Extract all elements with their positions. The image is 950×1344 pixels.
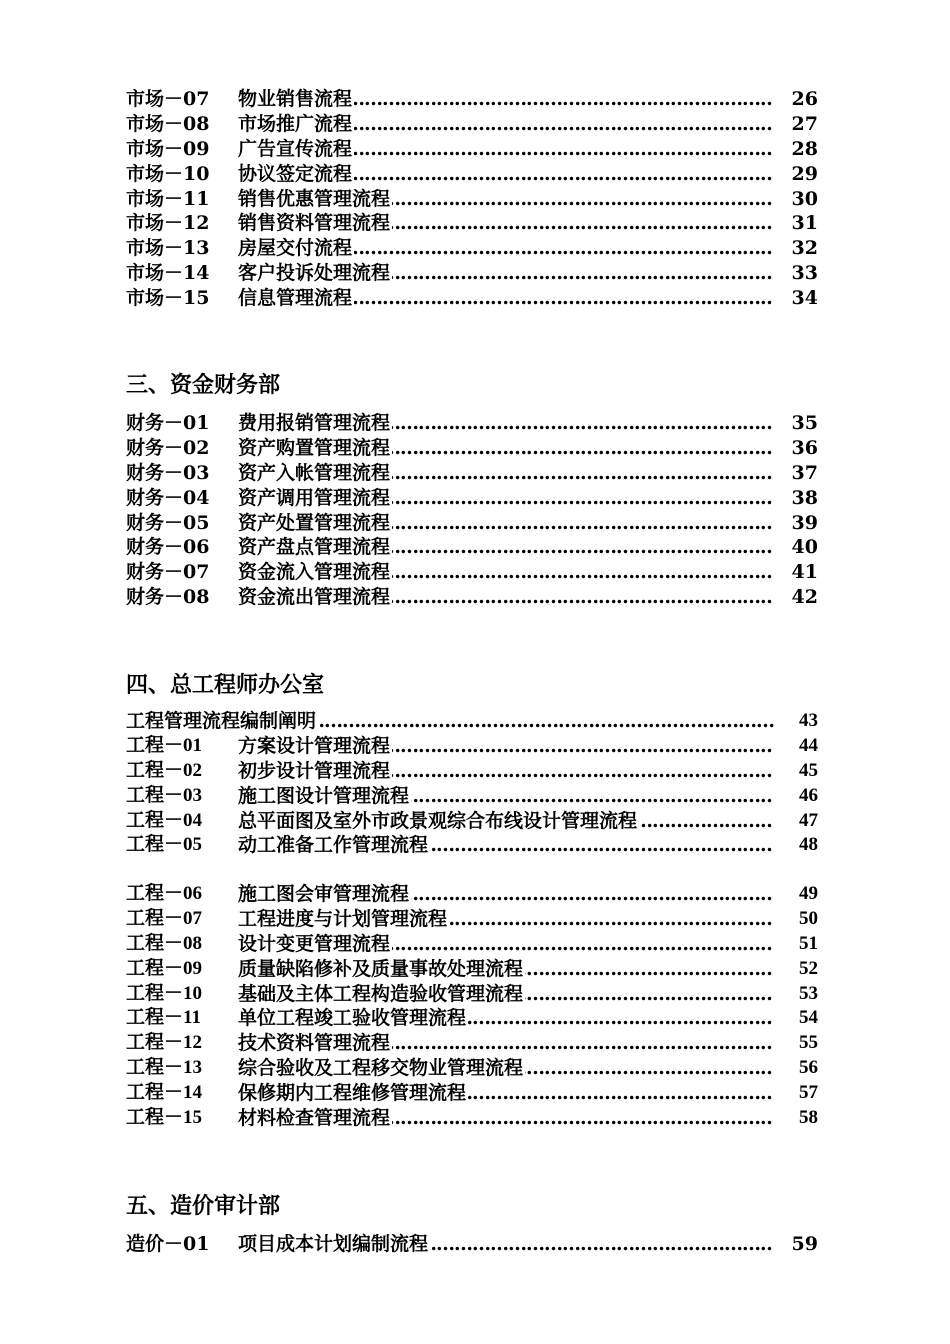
- toc-entry-title-leader: [238, 461, 774, 486]
- toc-entry-code: 财务－03: [126, 461, 210, 484]
- toc-entry-code: 工程－11: [126, 1007, 201, 1029]
- toc-entry-code: 财务－07: [126, 561, 210, 584]
- toc-entry-title-leader: [238, 932, 774, 957]
- toc-entry-code: 工程－01: [126, 734, 203, 756]
- toc-entry-title: 施工图会审管理流程: [238, 883, 410, 905]
- toc-entry-title: 市场推广流程: [238, 112, 353, 135]
- toc-entry-title: 基础及主体工程构造验收管理流程: [238, 982, 524, 1005]
- toc-entry-title: 初步设计管理流程: [238, 759, 391, 782]
- toc-entry-page-number: 58: [798, 1106, 818, 1131]
- toc-entry: [126, 137, 818, 162]
- toc-entry-code: 财务－04: [126, 486, 210, 509]
- toc-entry: [126, 187, 818, 212]
- toc-entry-title-leader: [238, 112, 774, 137]
- toc-entry-page-number: 51: [798, 932, 818, 957]
- toc-entry-page-number: 56: [798, 1056, 818, 1081]
- toc-entry: [126, 759, 818, 784]
- toc-entry-code: 市场－11: [126, 187, 210, 210]
- toc-entry: [126, 87, 818, 112]
- toc-entry-title: 信息管理流程: [238, 287, 353, 310]
- toc-entry: [126, 809, 818, 834]
- toc-entry-title-leader: [238, 1006, 774, 1031]
- toc-entry-title: 协议签定流程: [238, 162, 353, 185]
- toc-entry: [126, 535, 818, 560]
- toc-entry-title: 资金流出管理流程: [238, 586, 391, 609]
- toc-entry-title: 总平面图及室外市政景观综合布线设计管理流程: [238, 809, 638, 832]
- toc-entry-page-number: 34: [791, 287, 818, 310]
- toc-entry-code: 财务－01: [126, 412, 210, 434]
- toc-entry-title-leader: [238, 882, 774, 907]
- toc-entry: [126, 1106, 818, 1131]
- toc-entry: [126, 560, 818, 585]
- toc-entry-title-leader: [238, 585, 774, 610]
- toc-entry-title-leader: [238, 1081, 774, 1106]
- toc-entry-title-leader: [238, 1232, 774, 1257]
- toc-entry-title-leader: [238, 137, 774, 162]
- toc-entry: [126, 709, 818, 734]
- toc-entry-title-leader: [238, 833, 774, 858]
- toc-entry-title-leader: [238, 411, 774, 436]
- toc-entry-page-number: 48: [798, 833, 818, 858]
- toc-entry-code: 工程－04: [126, 809, 203, 831]
- toc-entry-title: 销售优惠管理流程: [238, 187, 391, 210]
- toc-entry-code: 工程－14: [126, 1082, 203, 1104]
- toc-entry-page-number: 29: [791, 162, 818, 185]
- toc-entry-page-number: 38: [791, 486, 818, 509]
- toc-block-finance: [126, 411, 818, 610]
- toc-entry-code: 市场－14: [126, 262, 210, 285]
- toc-entry-code: 造价－01: [126, 1233, 210, 1255]
- toc-entry: [126, 1006, 818, 1031]
- toc-entry-title-leader: [238, 486, 774, 511]
- toc-entry-title-leader: [238, 436, 774, 461]
- toc-entry-code: 工程－13: [126, 1057, 203, 1079]
- toc-entry-code: 市场－12: [126, 212, 210, 235]
- toc-entry-title: 资产处置管理流程: [238, 511, 391, 534]
- toc-entry-title: 单位工程竣工验收管理流程: [238, 1007, 467, 1030]
- toc-entry-page-number: 26: [791, 88, 818, 110]
- toc-entry: [126, 1031, 818, 1056]
- toc-entry-code: 工程－15: [126, 1107, 203, 1129]
- toc-entry-title: 销售资料管理流程: [238, 212, 391, 235]
- toc-entry: [126, 907, 818, 932]
- toc-entry: [126, 511, 818, 536]
- toc-entry-title: 客户投诉处理流程: [238, 262, 391, 285]
- toc-entry-page-number: 50: [798, 907, 818, 932]
- toc-entry: [126, 162, 818, 187]
- toc-entry: [126, 461, 818, 486]
- toc-entry-code: 市场－07: [126, 88, 210, 110]
- toc-entry-code: 市场－15: [126, 287, 210, 310]
- toc-entry-title: 工程管理流程编制阐明: [126, 710, 317, 732]
- toc-entry-page-number: 30: [791, 187, 818, 210]
- toc-entry-title: 广告宣传流程: [238, 137, 353, 160]
- toc-entry-title: 资金流入管理流程: [238, 561, 391, 584]
- toc-entry-title: 动工准备工作管理流程: [238, 834, 429, 857]
- toc-entry-page-number: 31: [791, 212, 818, 235]
- toc-entry-title: 物业销售流程: [238, 88, 353, 110]
- toc-entry-page-number: 35: [791, 412, 818, 434]
- toc-entry-page-number: 36: [791, 436, 818, 459]
- toc-entry-code: 财务－08: [126, 586, 210, 609]
- toc-entry-title: 工程进度与计划管理流程: [238, 907, 448, 930]
- toc-entry-code: 工程－03: [126, 784, 203, 806]
- toc-entry-page-number: 44: [798, 734, 818, 759]
- toc-entry-code: 工程－06: [126, 883, 203, 904]
- toc-entry-title: 质量缺陷修补及质量事故处理流程: [238, 957, 524, 980]
- toc-entry-page-number: 40: [791, 536, 818, 559]
- toc-entry-page-number: 27: [791, 112, 818, 135]
- toc-block-engineering-2: [126, 882, 818, 1131]
- toc-entry-code: 市场－10: [126, 162, 210, 185]
- toc-entry-title: 资产调用管理流程: [238, 486, 391, 509]
- toc-entry-code: 财务－06: [126, 536, 210, 559]
- toc-entry: [126, 833, 818, 858]
- toc-entry-code: 工程－10: [126, 982, 203, 1004]
- toc-entry-title: 施工图设计管理流程: [238, 784, 410, 807]
- toc-entry-page-number: 49: [798, 882, 818, 907]
- toc-entry-title-leader: [238, 759, 774, 784]
- toc-entry: [126, 236, 818, 261]
- toc-entry-title: 资产入帐管理流程: [238, 461, 391, 484]
- toc-entry-title: 设计变更管理流程: [238, 932, 391, 955]
- toc-entry-page-number: 39: [791, 511, 818, 534]
- toc-entry-title-leader: [238, 982, 774, 1007]
- toc-entry-code: 市场－09: [126, 137, 210, 160]
- toc-entry-page-number: 37: [791, 461, 818, 484]
- toc-entry-page-number: 52: [798, 957, 818, 982]
- toc-entry-code: 市场－08: [126, 112, 210, 135]
- toc-entry-title-leader: [238, 87, 774, 112]
- toc-entry-code: 财务－05: [126, 511, 210, 534]
- section-heading-finance: 三、资金财务部: [126, 372, 281, 398]
- section-heading-engineering: 四、总工程师办公室: [126, 672, 325, 698]
- toc-entry-page-number: 53: [798, 982, 818, 1007]
- toc-entry-title: 费用报销管理流程: [238, 412, 391, 434]
- toc-entry: [126, 585, 818, 610]
- toc-entry-page-number: 32: [791, 237, 818, 260]
- toc-entry-title: 房屋交付流程: [238, 237, 353, 260]
- toc-entry: [126, 486, 818, 511]
- toc-entry-page-number: 55: [798, 1031, 818, 1056]
- toc-entry: [126, 1081, 818, 1106]
- toc-entry: [126, 261, 818, 286]
- toc-entry: [126, 112, 818, 137]
- toc-entry: [126, 932, 818, 957]
- toc-entry-title-leader: [238, 1031, 774, 1056]
- toc-entry-page-number: 46: [798, 784, 818, 809]
- toc-entry-title-leader: [238, 1056, 774, 1081]
- toc-entry: [126, 211, 818, 236]
- section-heading-cost-audit: 五、造价审计部: [126, 1193, 281, 1219]
- toc-entry-title: 项目成本计划编制流程: [238, 1233, 429, 1255]
- toc-entry-code: 工程－07: [126, 907, 203, 929]
- toc-entry-title-leader: [238, 511, 774, 536]
- toc-entry: [126, 1056, 818, 1081]
- toc-entry-title-leader: [238, 560, 774, 585]
- toc-entry-title: 综合验收及工程移交物业管理流程: [238, 1057, 524, 1080]
- toc-block-engineering-1: [126, 709, 818, 858]
- toc-entry-title: 材料检查管理流程: [238, 1107, 391, 1130]
- toc-block-market: [126, 87, 818, 311]
- toc-entry-page-number: 57: [798, 1081, 818, 1106]
- toc-entry-code: 工程－08: [126, 932, 203, 954]
- toc-entry-title: 保修期内工程维修管理流程: [238, 1082, 467, 1105]
- toc-entry-page-number: 33: [791, 262, 818, 285]
- toc-entry-title: 资产盘点管理流程: [238, 536, 391, 559]
- toc-entry-title-leader: [238, 187, 774, 212]
- toc-entry-code: 市场－13: [126, 237, 210, 260]
- toc-entry-title: 资产购置管理流程: [238, 436, 391, 459]
- toc-entry-code: 工程－09: [126, 957, 203, 979]
- toc-entry-code: 工程－12: [126, 1032, 203, 1054]
- toc-entry-title-leader: [238, 1106, 774, 1131]
- toc-entry-page-number: 43: [798, 709, 818, 734]
- toc-entry-page-number: 47: [798, 809, 818, 834]
- toc-entry-page-number: 45: [798, 759, 818, 784]
- toc-entry-title-leader: [238, 907, 774, 932]
- toc-entry: [126, 436, 818, 461]
- toc-entry-title-leader: [238, 734, 774, 759]
- toc-entry-title-leader: [238, 957, 774, 982]
- toc-entry: [126, 734, 818, 759]
- toc-entry: [126, 784, 818, 809]
- toc-entry-title-leader: [238, 809, 774, 834]
- toc-entry-title-leader: [238, 286, 774, 311]
- toc-entry-title-leader: [238, 261, 774, 286]
- toc-entry-title-leader: [238, 162, 774, 187]
- toc-entry-title-leader: [238, 236, 774, 261]
- toc-entry: [126, 411, 818, 436]
- toc-entry-code: 工程－02: [126, 759, 203, 781]
- toc-entry-title-leader: [238, 211, 774, 236]
- toc-entry-title: 技术资料管理流程: [238, 1032, 391, 1055]
- toc-entry-title-leader: [126, 709, 774, 734]
- toc-entry-page-number: 54: [798, 1006, 818, 1031]
- toc-block-cost-audit: [126, 1232, 818, 1257]
- toc-entry: [126, 1232, 818, 1257]
- toc-entry-page-number: 42: [791, 586, 818, 609]
- toc-entry: [126, 286, 818, 311]
- toc-entry-title-leader: [238, 535, 774, 560]
- toc-entry: [126, 882, 818, 907]
- toc-entry: [126, 982, 818, 1007]
- toc-entry: [126, 957, 818, 982]
- toc-entry-code: 财务－02: [126, 436, 210, 459]
- toc-entry-page-number: 59: [791, 1233, 818, 1255]
- toc-entry-title: 方案设计管理流程: [238, 734, 391, 757]
- toc-entry-page-number: 28: [791, 137, 818, 160]
- toc-entry-page-number: 41: [791, 561, 818, 584]
- toc-entry-title-leader: [238, 784, 774, 809]
- toc-entry-code: 工程－05: [126, 834, 203, 856]
